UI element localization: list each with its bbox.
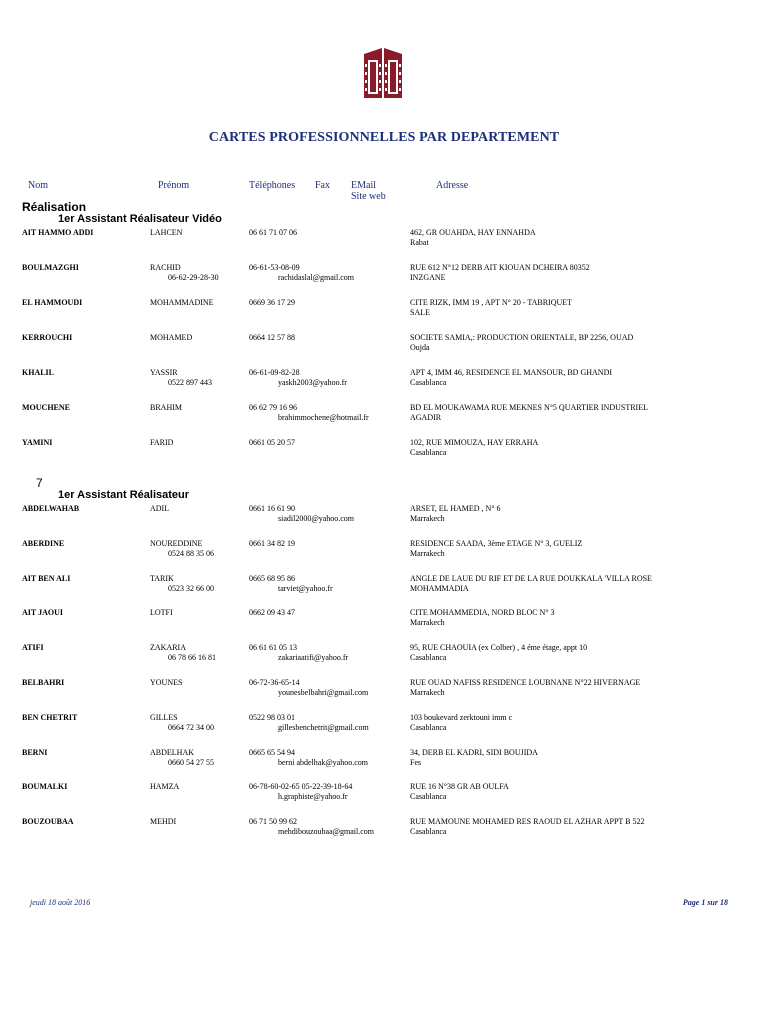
entry-name: KERROUCHI: [22, 333, 73, 342]
entry-address: RESIDENCE SAADA, 3ème ETAGE N° 3, GUELIZ: [410, 538, 583, 548]
entry-secondary-phone: 0524 88 35 06: [168, 548, 214, 558]
column-header-telephones: Téléphones: [249, 180, 296, 191]
entry-city: Oujda: [410, 343, 430, 352]
entry-phone: 0522 98 03 01: [249, 712, 295, 722]
entry-city: SALE: [410, 308, 430, 317]
entry-phone: 0661 05 20 57: [249, 438, 295, 447]
table-row: [0, 368, 768, 398]
section-count: 7: [36, 476, 43, 490]
entry-city: Casablanca: [410, 722, 447, 732]
entry-address: 102, RUE MIMOUZA, HAY ERRAHA: [410, 438, 539, 447]
page-title: CARTES PROFESSIONNELLES PAR DEPARTEMENT: [208, 130, 560, 145]
table-row: [0, 263, 768, 293]
entry-name: BEN CHETRIT: [22, 712, 78, 722]
entry-name: YAMINI: [22, 438, 53, 447]
entry-phone: 06-78-60-02-65 05-22-39-18-64: [249, 782, 353, 792]
entry-address: CITE RIZK, IMM 19 , APT N° 20 - TABRIQUET: [410, 298, 573, 307]
entry-phone: 0669 36 17 29: [249, 298, 295, 307]
table-row: [0, 678, 768, 708]
table-row: [0, 504, 768, 534]
entry-email: brahimmochene@hotmail.fr: [278, 413, 369, 422]
entry-first-name: NOUREDDINE: [150, 538, 203, 548]
entry-first-name: ADIL: [150, 504, 170, 513]
entry-email: gillesbenchetrit@gmail.com: [278, 722, 369, 732]
entry-name: EL HAMMOUDI: [22, 298, 83, 307]
entry-phone: 0664 12 57 88: [249, 333, 295, 342]
entry-name: MOUCHENE: [22, 403, 70, 412]
entry-phone: 0662 09 43 47: [249, 608, 295, 618]
entry-city: AGADIR: [410, 413, 442, 422]
entry-phone: 06-61-53-08-09: [249, 263, 300, 272]
entry-city: MOHAMMADIA: [410, 583, 469, 593]
entry-secondary-phone: 0660 54 27 55: [168, 757, 214, 767]
entry-first-name: RACHID: [150, 263, 181, 272]
entry-address: RUE OUAD NAFISS RESIDENCE LOUBNANE N°22 HIVERNAGE: [410, 678, 641, 687]
entry-first-name: MOHAMED: [150, 333, 193, 342]
entry-first-name: ABDELHAK: [150, 747, 194, 757]
entry-name: ATIFI: [22, 643, 44, 653]
table-row: [0, 608, 768, 638]
column-header-fax: Fax: [315, 180, 330, 191]
entry-address: 462, GR OUAHDA, HAY ENNAHDA: [410, 228, 536, 237]
section-title: 1er Assistant Réalisateur: [58, 489, 190, 501]
entry-address: ANGLE DE LAUE DU RIF ET DE LA RUE DOUKKALA 'VILLA ROSE: [410, 573, 652, 583]
entry-address: 95, RUE CHAOUIA (ex Colber) , 4 éme étage, appt 10: [410, 643, 588, 653]
department-heading: Réalisation: [22, 200, 87, 214]
column-header-site-web: Site web: [351, 191, 386, 202]
entry-city: Rabat: [410, 238, 429, 247]
entry-email: younesbelbahri@gmail.com: [278, 688, 369, 697]
entry-email: siadil2000@yahoo.com: [278, 514, 355, 523]
entry-phone: 06 62 79 16 96: [249, 403, 297, 412]
table-row: [0, 298, 768, 328]
table-row: [0, 228, 768, 258]
entry-email: mehdibouzoubaa@gmail.com: [278, 827, 375, 837]
table-row: [0, 643, 768, 673]
entry-email: h.graphiste@yahoo.fr: [278, 792, 348, 802]
entry-name: AIT BEN ALI: [22, 573, 71, 583]
entry-email: tarviet@yahoo.fr: [278, 583, 333, 593]
entry-secondary-phone: 0664 72 34 00: [168, 722, 214, 732]
entry-phone: 06-72-36-65-14: [249, 678, 300, 687]
entry-email: zakariaatifi@yahoo.fr: [278, 653, 349, 663]
entry-first-name: FARID: [150, 438, 174, 447]
entry-address: 103 boukevard zerktouni imm c: [410, 712, 513, 722]
footer-page-number: Page 1 sur 18: [682, 898, 728, 907]
column-header-prenom: Prénom: [158, 180, 190, 191]
column-header-email: EMail: [351, 180, 376, 191]
table-row: [0, 539, 768, 569]
entry-address: BD EL MOUKAWAMA RUE MEKNES N°5 QUARTIER INDUSTRIEL: [410, 403, 648, 412]
entry-name: AIT JAOUI: [22, 608, 63, 618]
footer-date: jeudi 18 août 2016: [30, 898, 91, 907]
table-row: [0, 748, 768, 778]
column-header-adresse: Adresse: [436, 180, 469, 191]
entry-first-name: LOTFI: [150, 608, 173, 618]
entry-first-name: ZAKARIA: [150, 643, 186, 653]
entry-name: BOUMALKI: [22, 782, 68, 792]
table-row: [0, 333, 768, 363]
table-row: [0, 782, 768, 812]
entry-name: ABERDINE: [22, 538, 65, 548]
entry-name: ABDELWAHAB: [22, 504, 80, 513]
entry-city: Casablanca: [410, 792, 447, 802]
table-row: [0, 403, 768, 433]
entry-name: AIT HAMMO ADDI: [22, 228, 94, 237]
entry-address: CITE MOHAMMEDIA, NORD BLOC N° 3: [410, 608, 555, 618]
entry-city: Fes: [410, 757, 422, 767]
table-row: [0, 438, 768, 468]
entry-city: INZGANE: [410, 273, 446, 282]
entry-city: Marrakech: [410, 618, 445, 628]
entry-name: BERNI: [22, 747, 48, 757]
entry-secondary-phone: 06 78 66 16 81: [168, 653, 216, 663]
entry-name: BOUZOUBAA: [22, 817, 74, 827]
table-row: [0, 574, 768, 604]
entry-first-name: GILLES: [150, 712, 178, 722]
entry-first-name: MEHDI: [150, 817, 177, 827]
entry-city: Marrakech: [410, 514, 445, 523]
entry-city: Marrakech: [410, 688, 445, 697]
entry-city: Casablanca: [410, 827, 447, 837]
entry-phone: 06 71 50 99 62: [249, 817, 297, 827]
entry-first-name: TARIK: [150, 573, 174, 583]
entry-email: rachidaslal@gmail.com: [278, 273, 355, 282]
entry-address: RUE MAMOUNE MOHAMED RES RAOUD EL AZHAR APPT B 522: [410, 817, 645, 827]
entry-phone: 0661 34 82 19: [249, 538, 295, 548]
entry-email: berni abdelhak@yahoo.com: [278, 757, 369, 767]
entry-email: yaskh2003@yahoo.fr: [278, 378, 347, 387]
entry-phone: 06 61 71 07 06: [249, 228, 297, 237]
entry-secondary-phone: 06-62-29-28-30: [168, 273, 219, 282]
entry-phone: 0661 16 61 90: [249, 504, 295, 513]
entry-first-name: BRAHIM: [150, 403, 183, 412]
table-row: [0, 713, 768, 743]
entry-address: RUE 16 N°38 GR AB OULFA: [410, 782, 509, 792]
entry-secondary-phone: 0523 32 66 00: [168, 583, 214, 593]
entry-city: Casablanca: [410, 448, 447, 457]
entry-first-name: HAMZA: [150, 782, 180, 792]
entry-name: KHALIL: [22, 368, 55, 377]
entry-name: BELBAHRI: [22, 678, 65, 687]
table-row: [0, 817, 768, 847]
entry-address: RUE 612 N°12 DERB AIT KIOUAN DCHEIRA 80352: [410, 263, 590, 272]
entry-phone: 06-61-09-82-28: [249, 368, 300, 377]
entry-first-name: YASSIR: [150, 368, 178, 377]
film-strip-logo-icon: [362, 44, 404, 102]
entry-first-name: LAHCEN: [150, 228, 183, 237]
entry-address: APT 4, IMM 46, RESIDENCE EL MANSOUR, BD GHANDI: [410, 368, 613, 377]
column-header-nom: Nom: [28, 180, 48, 191]
entry-first-name: YOUNES: [150, 678, 183, 687]
entry-city: Casablanca: [410, 378, 447, 387]
entry-phone: 06 61 61 05 13: [249, 643, 297, 653]
entry-phone: 0665 68 95 86: [249, 573, 295, 583]
entry-address: SOCIETE SAMIA,: PRODUCTION ORIENTALE, BP 2256, OUAD: [410, 333, 634, 342]
entry-name: BOULMAZGHI: [22, 263, 79, 272]
entry-secondary-phone: 0522 897 443: [168, 378, 212, 387]
entry-city: Casablanca: [410, 653, 447, 663]
entry-city: Marrakech: [410, 548, 445, 558]
entry-address: ARSET, EL HAMED , N° 6: [410, 504, 501, 513]
section-title: 1er Assistant Réalisateur Vidéo: [58, 213, 222, 225]
entry-phone: 0665 65 54 94: [249, 747, 295, 757]
entry-address: 34, DERB EL KADRI, SIDI BOUJIDA: [410, 747, 538, 757]
entry-first-name: MOHAMMADINE: [150, 298, 214, 307]
